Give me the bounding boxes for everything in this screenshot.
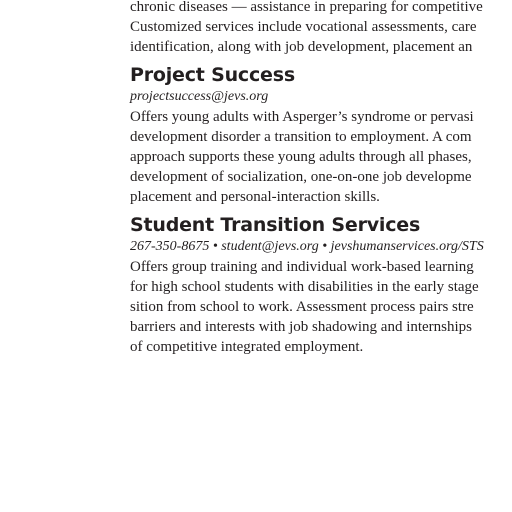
text-column: [130, 0, 512, 357]
body-line: development disorder a transition to employment. A com: [130, 129, 472, 145]
body-line: Offers young adults with Asperger’s syndrome or pervasi: [130, 109, 474, 125]
body-line: for high school students with disabilities in the early stage: [130, 279, 479, 295]
body-line: approach supports these young adults through all phases,: [130, 149, 472, 165]
intro-line: identification, along with job development, placement an: [130, 39, 473, 55]
intro-paragraph: [130, 0, 512, 57]
intro-line: Customized services include vocational assessments, care: [130, 19, 477, 35]
body-line: Offers group training and individual work-based learning: [130, 259, 474, 275]
body-line: of competitive integrated employment.: [130, 339, 364, 355]
body-line: sition from school to work. Assessment process pairs stre: [130, 299, 474, 315]
section-contact: 267-350-8675 • student@jevs.org • jevshumanservices.org/STS: [130, 239, 484, 254]
intro-line: chronic diseases — assistance in preparing for competitive: [130, 0, 483, 15]
body-line: development of socialization, one-on-one job developme: [130, 169, 472, 185]
section-heading: Student Transition Services: [130, 214, 421, 236]
body-line: placement and personal-interaction skills.: [130, 189, 380, 205]
section-contact: projectsuccess@jevs.org: [130, 89, 269, 104]
section-student-transition-services: [130, 214, 512, 357]
section-project-success: [130, 64, 512, 207]
body-line: barriers and interests with job shadowing and internships: [130, 319, 473, 335]
section-heading: Project Success: [130, 64, 295, 86]
